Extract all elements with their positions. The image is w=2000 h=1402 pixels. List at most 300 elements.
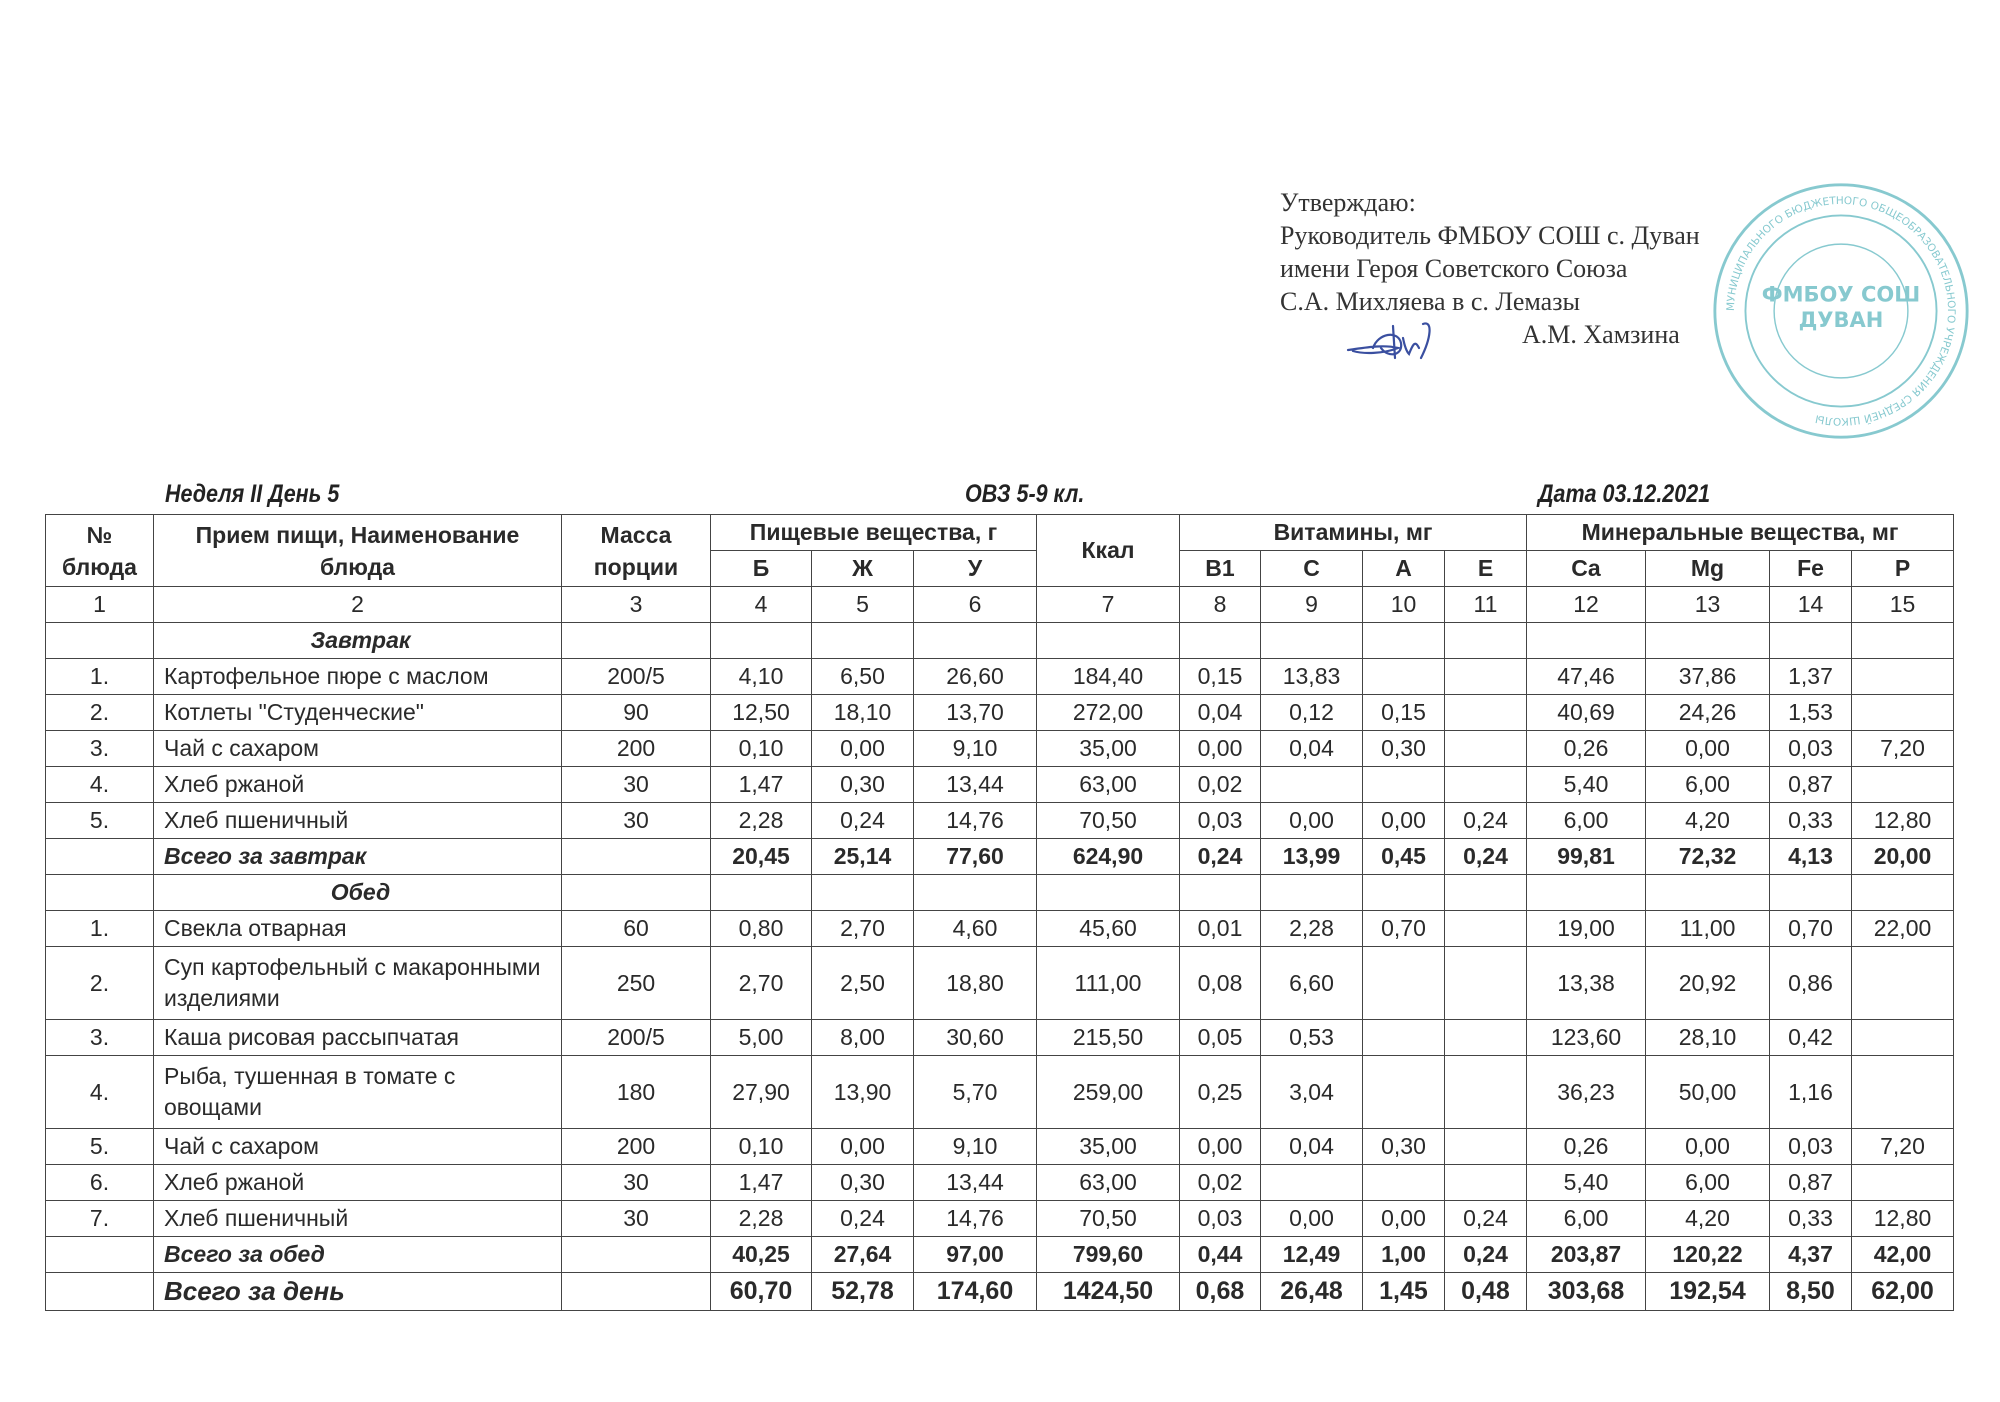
dish-name: Завтрак bbox=[154, 623, 562, 659]
dish-name: Свекла отварная bbox=[154, 911, 562, 947]
value-cell: 1,00 bbox=[1363, 1237, 1445, 1273]
value-cell: 0,30 bbox=[1363, 1129, 1445, 1165]
value-cell bbox=[1261, 767, 1363, 803]
dish-number bbox=[46, 1237, 154, 1273]
value-cell: 0,48 bbox=[1445, 1273, 1527, 1311]
value-cell: 62,00 bbox=[1852, 1273, 1954, 1311]
director-name: А.М. Хамзина bbox=[1522, 320, 1680, 349]
portion-mass: 90 bbox=[562, 695, 711, 731]
column-number: 9 bbox=[1261, 587, 1363, 623]
header-num: № блюда bbox=[46, 515, 154, 587]
value-cell bbox=[1363, 1020, 1445, 1056]
value-cell: 12,80 bbox=[1852, 1201, 1954, 1237]
value-cell bbox=[1261, 875, 1363, 911]
value-cell bbox=[1852, 1165, 1954, 1201]
value-cell: 0,24 bbox=[812, 1201, 914, 1237]
dish-number: 3. bbox=[46, 1020, 154, 1056]
value-cell: 303,68 bbox=[1527, 1273, 1646, 1311]
value-cell: 4,20 bbox=[1646, 803, 1770, 839]
value-cell: 0,08 bbox=[1180, 947, 1261, 1020]
value-cell: 42,00 bbox=[1852, 1237, 1954, 1273]
value-cell: 0,70 bbox=[1363, 911, 1445, 947]
value-cell: 60,70 bbox=[711, 1273, 812, 1311]
date-title: Дата 03.12.2021 bbox=[1538, 480, 1711, 508]
column-number: 5 bbox=[812, 587, 914, 623]
value-cell: 6,00 bbox=[1527, 803, 1646, 839]
value-cell bbox=[711, 623, 812, 659]
svg-text:МУНИЦИПАЛЬНОГО БЮДЖЕТНОГО ОБЩЕ: МУНИЦИПАЛЬНОГО БЮДЖЕТНОГО ОБЩЕОБРАЗОВАТЕЛЬНОГО УЧРЕЖДЕНИЯ СРЕДНЕЙ ШКОЛЫ bbox=[1724, 194, 1958, 428]
value-cell: 35,00 bbox=[1037, 1129, 1180, 1165]
table-row bbox=[46, 1129, 1954, 1165]
value-cell: 6,00 bbox=[1646, 767, 1770, 803]
column-number: 15 bbox=[1852, 587, 1954, 623]
value-cell: 123,60 bbox=[1527, 1020, 1646, 1056]
value-cell: 14,76 bbox=[914, 1201, 1037, 1237]
dish-number: 5. bbox=[46, 1129, 154, 1165]
value-cell: 30,60 bbox=[914, 1020, 1037, 1056]
dish-name: Хлеб ржаной bbox=[154, 1165, 562, 1201]
value-cell: 77,60 bbox=[914, 839, 1037, 875]
value-cell: 2,28 bbox=[1261, 911, 1363, 947]
value-cell: 45,60 bbox=[1037, 911, 1180, 947]
table-row bbox=[46, 767, 1954, 803]
subheader-e: E bbox=[1445, 551, 1527, 587]
value-cell bbox=[1261, 1165, 1363, 1201]
value-cell: 36,23 bbox=[1527, 1056, 1646, 1129]
dish-name: Рыба, тушенная в томате с овощами bbox=[154, 1056, 562, 1129]
dish-number: 2. bbox=[46, 695, 154, 731]
value-cell bbox=[1363, 1056, 1445, 1129]
column-number-row bbox=[46, 587, 1954, 623]
value-cell: 9,10 bbox=[914, 731, 1037, 767]
signature bbox=[1343, 318, 1443, 363]
value-cell: 13,38 bbox=[1527, 947, 1646, 1020]
value-cell bbox=[1646, 875, 1770, 911]
value-cell: 0,24 bbox=[1445, 1201, 1527, 1237]
header-vitamins: Витамины, мг bbox=[1180, 515, 1527, 551]
subheader-ca: Ca bbox=[1527, 551, 1646, 587]
value-cell: 27,90 bbox=[711, 1056, 812, 1129]
value-cell: 7,20 bbox=[1852, 1129, 1954, 1165]
table-row bbox=[46, 1201, 1954, 1237]
value-cell: 35,00 bbox=[1037, 731, 1180, 767]
value-cell: 0,24 bbox=[1445, 839, 1527, 875]
value-cell: 0,04 bbox=[1261, 731, 1363, 767]
dish-name: Обед bbox=[154, 875, 562, 911]
value-cell: 0,00 bbox=[1180, 1129, 1261, 1165]
value-cell: 0,15 bbox=[1363, 695, 1445, 731]
value-cell: 0,33 bbox=[1770, 1201, 1852, 1237]
value-cell: 26,48 bbox=[1261, 1273, 1363, 1311]
section-row bbox=[46, 875, 1954, 911]
value-cell: 20,92 bbox=[1646, 947, 1770, 1020]
value-cell: 0,00 bbox=[1261, 1201, 1363, 1237]
svg-text:ДУВАН: ДУВАН bbox=[1798, 307, 1884, 333]
dish-number bbox=[46, 839, 154, 875]
value-cell bbox=[812, 623, 914, 659]
value-cell: 0,30 bbox=[812, 767, 914, 803]
table-row bbox=[46, 803, 1954, 839]
value-cell bbox=[1363, 659, 1445, 695]
table-row bbox=[46, 695, 1954, 731]
value-cell bbox=[1037, 623, 1180, 659]
dish-number: 4. bbox=[46, 767, 154, 803]
subheader-fe: Fe bbox=[1770, 551, 1852, 587]
value-cell: 50,00 bbox=[1646, 1056, 1770, 1129]
value-cell bbox=[1527, 623, 1646, 659]
value-cell: 5,70 bbox=[914, 1056, 1037, 1129]
menu-table bbox=[45, 514, 1954, 1311]
value-cell: 13,44 bbox=[914, 1165, 1037, 1201]
value-cell bbox=[914, 623, 1037, 659]
portion-mass: 250 bbox=[562, 947, 711, 1020]
table-row bbox=[46, 911, 1954, 947]
dish-name: Хлеб пшеничный bbox=[154, 803, 562, 839]
dish-name: Чай с сахаром bbox=[154, 731, 562, 767]
value-cell bbox=[1363, 767, 1445, 803]
value-cell: 4,20 bbox=[1646, 1201, 1770, 1237]
approval-line: Утверждаю: bbox=[1280, 188, 1416, 217]
value-cell bbox=[1852, 623, 1954, 659]
value-cell: 174,60 bbox=[914, 1273, 1037, 1311]
value-cell: 13,99 bbox=[1261, 839, 1363, 875]
column-number: 11 bbox=[1445, 587, 1527, 623]
value-cell: 0,26 bbox=[1527, 731, 1646, 767]
value-cell: 25,14 bbox=[812, 839, 914, 875]
value-cell bbox=[1363, 1165, 1445, 1201]
value-cell: 20,00 bbox=[1852, 839, 1954, 875]
group-title: ОВЗ 5-9 кл. bbox=[965, 480, 1085, 508]
dish-name: Картофельное пюре с маслом bbox=[154, 659, 562, 695]
value-cell: 0,87 bbox=[1770, 767, 1852, 803]
value-cell bbox=[1037, 875, 1180, 911]
portion-mass: 30 bbox=[562, 803, 711, 839]
value-cell: 0,00 bbox=[1646, 731, 1770, 767]
value-cell bbox=[1445, 767, 1527, 803]
value-cell bbox=[1445, 623, 1527, 659]
value-cell: 192,54 bbox=[1646, 1273, 1770, 1311]
value-cell bbox=[1180, 623, 1261, 659]
value-cell: 0,00 bbox=[1646, 1129, 1770, 1165]
header-mass: Масса порции bbox=[562, 515, 711, 587]
value-cell: 0,03 bbox=[1180, 1201, 1261, 1237]
dish-name: Хлеб ржаной bbox=[154, 767, 562, 803]
value-cell: 13,83 bbox=[1261, 659, 1363, 695]
value-cell: 203,87 bbox=[1527, 1237, 1646, 1273]
subheader-mg: Mg bbox=[1646, 551, 1770, 587]
value-cell bbox=[812, 875, 914, 911]
table-row bbox=[46, 947, 1954, 1020]
value-cell: 272,00 bbox=[1037, 695, 1180, 731]
value-cell: 12,50 bbox=[711, 695, 812, 731]
value-cell: 8,50 bbox=[1770, 1273, 1852, 1311]
value-cell: 27,64 bbox=[812, 1237, 914, 1273]
subheader-b1: B1 bbox=[1180, 551, 1261, 587]
value-cell: 0,03 bbox=[1180, 803, 1261, 839]
value-cell: 12,80 bbox=[1852, 803, 1954, 839]
value-cell: 63,00 bbox=[1037, 1165, 1180, 1201]
value-cell bbox=[1445, 731, 1527, 767]
value-cell bbox=[1852, 695, 1954, 731]
value-cell bbox=[1445, 1056, 1527, 1129]
value-cell bbox=[1445, 911, 1527, 947]
value-cell bbox=[711, 875, 812, 911]
column-number: 10 bbox=[1363, 587, 1445, 623]
header-kcal: Ккал bbox=[1037, 515, 1180, 587]
dish-number: 1. bbox=[46, 659, 154, 695]
value-cell: 0,24 bbox=[1445, 1237, 1527, 1273]
dish-number: 2. bbox=[46, 947, 154, 1020]
value-cell: 8,00 bbox=[812, 1020, 914, 1056]
section-row bbox=[46, 623, 1954, 659]
value-cell: 1,53 bbox=[1770, 695, 1852, 731]
dish-number bbox=[46, 875, 154, 911]
dish-number: 4. bbox=[46, 1056, 154, 1129]
portion-mass bbox=[562, 839, 711, 875]
dish-name: Хлеб пшеничный bbox=[154, 1201, 562, 1237]
total-row bbox=[46, 1273, 1954, 1311]
dish-number: 6. bbox=[46, 1165, 154, 1201]
dish-number: 5. bbox=[46, 803, 154, 839]
value-cell: 5,40 bbox=[1527, 1165, 1646, 1201]
value-cell: 6,60 bbox=[1261, 947, 1363, 1020]
portion-mass: 200 bbox=[562, 731, 711, 767]
value-cell: 0,44 bbox=[1180, 1237, 1261, 1273]
value-cell: 0,30 bbox=[1363, 731, 1445, 767]
value-cell bbox=[1363, 875, 1445, 911]
value-cell bbox=[1445, 875, 1527, 911]
portion-mass bbox=[562, 1237, 711, 1273]
value-cell: 5,40 bbox=[1527, 767, 1646, 803]
table-header bbox=[46, 515, 1954, 623]
portion-mass: 200/5 bbox=[562, 1020, 711, 1056]
approval-line: С.А. Михляева в с. Лемазы bbox=[1280, 287, 1580, 316]
dish-name: Всего за день bbox=[154, 1273, 562, 1311]
value-cell: 0,05 bbox=[1180, 1020, 1261, 1056]
column-number: 8 bbox=[1180, 587, 1261, 623]
value-cell: 120,22 bbox=[1646, 1237, 1770, 1273]
value-cell: 0,02 bbox=[1180, 767, 1261, 803]
value-cell: 0,10 bbox=[711, 731, 812, 767]
column-number: 1 bbox=[46, 587, 154, 623]
table-row bbox=[46, 731, 1954, 767]
document-titles bbox=[0, 480, 2000, 514]
dish-number: 3. bbox=[46, 731, 154, 767]
value-cell: 1,47 bbox=[711, 1165, 812, 1201]
value-cell: 13,90 bbox=[812, 1056, 914, 1129]
table-body bbox=[46, 623, 1954, 1311]
value-cell bbox=[1363, 947, 1445, 1020]
dish-number bbox=[46, 1273, 154, 1311]
value-cell: 20,45 bbox=[711, 839, 812, 875]
dish-name: Суп картофельный с макаронными изделиями bbox=[154, 947, 562, 1020]
value-cell: 6,00 bbox=[1527, 1201, 1646, 1237]
value-cell: 0,04 bbox=[1180, 695, 1261, 731]
value-cell: 0,70 bbox=[1770, 911, 1852, 947]
portion-mass: 30 bbox=[562, 1201, 711, 1237]
value-cell: 52,78 bbox=[812, 1273, 914, 1311]
value-cell: 184,40 bbox=[1037, 659, 1180, 695]
value-cell: 0,30 bbox=[812, 1165, 914, 1201]
value-cell: 0,42 bbox=[1770, 1020, 1852, 1056]
value-cell: 70,50 bbox=[1037, 803, 1180, 839]
column-number: 2 bbox=[154, 587, 562, 623]
value-cell: 0,00 bbox=[1261, 803, 1363, 839]
value-cell: 4,37 bbox=[1770, 1237, 1852, 1273]
value-cell: 0,25 bbox=[1180, 1056, 1261, 1129]
value-cell bbox=[1770, 875, 1852, 911]
value-cell: 4,60 bbox=[914, 911, 1037, 947]
value-cell bbox=[1445, 1129, 1527, 1165]
value-cell: 215,50 bbox=[1037, 1020, 1180, 1056]
table-row bbox=[46, 1165, 1954, 1201]
value-cell: 2,28 bbox=[711, 803, 812, 839]
week-day-title: Неделя II День 5 bbox=[165, 480, 340, 508]
portion-mass bbox=[562, 623, 711, 659]
official-stamp bbox=[1712, 182, 1970, 440]
value-cell: 0,24 bbox=[1445, 803, 1527, 839]
dish-name: Всего за завтрак bbox=[154, 839, 562, 875]
dish-name: Всего за обед bbox=[154, 1237, 562, 1273]
value-cell: 0,03 bbox=[1770, 731, 1852, 767]
value-cell: 0,02 bbox=[1180, 1165, 1261, 1201]
value-cell: 1,37 bbox=[1770, 659, 1852, 695]
value-cell: 2,28 bbox=[711, 1201, 812, 1237]
value-cell bbox=[1852, 659, 1954, 695]
header-nutrients: Пищевые вещества, г bbox=[711, 515, 1037, 551]
value-cell: 6,50 bbox=[812, 659, 914, 695]
value-cell: 28,10 bbox=[1646, 1020, 1770, 1056]
value-cell bbox=[1852, 875, 1954, 911]
value-cell: 37,86 bbox=[1646, 659, 1770, 695]
dish-number: 1. bbox=[46, 911, 154, 947]
table-row bbox=[46, 1020, 1954, 1056]
value-cell: 7,20 bbox=[1852, 731, 1954, 767]
value-cell: 9,10 bbox=[914, 1129, 1037, 1165]
value-cell bbox=[1646, 623, 1770, 659]
value-cell bbox=[1445, 947, 1527, 1020]
svg-text:ФМБОУ СОШ: ФМБОУ СОШ bbox=[1761, 281, 1921, 307]
subheader-ж: Ж bbox=[812, 551, 914, 587]
value-cell: 0,87 bbox=[1770, 1165, 1852, 1201]
value-cell: 4,13 bbox=[1770, 839, 1852, 875]
value-cell: 13,70 bbox=[914, 695, 1037, 731]
total-row bbox=[46, 1237, 1954, 1273]
value-cell: 0,10 bbox=[711, 1129, 812, 1165]
value-cell: 624,90 bbox=[1037, 839, 1180, 875]
value-cell: 259,00 bbox=[1037, 1056, 1180, 1129]
value-cell: 22,00 bbox=[1852, 911, 1954, 947]
column-number: 12 bbox=[1527, 587, 1646, 623]
header-minerals: Минеральные вещества, мг bbox=[1527, 515, 1954, 551]
value-cell: 11,00 bbox=[1646, 911, 1770, 947]
table-row bbox=[46, 1056, 1954, 1129]
subheader-б: Б bbox=[711, 551, 812, 587]
dish-name: Котлеты "Студенческие" bbox=[154, 695, 562, 731]
approval-line: Руководитель ФМБОУ СОШ с. Дуван bbox=[1280, 221, 1700, 250]
value-cell bbox=[1852, 1056, 1954, 1129]
column-number: 14 bbox=[1770, 587, 1852, 623]
portion-mass bbox=[562, 1273, 711, 1311]
subheader-у: У bbox=[914, 551, 1037, 587]
value-cell: 2,70 bbox=[812, 911, 914, 947]
value-cell: 0,24 bbox=[1180, 839, 1261, 875]
column-number: 7 bbox=[1037, 587, 1180, 623]
value-cell: 14,76 bbox=[914, 803, 1037, 839]
dish-name: Каша рисовая рассыпчатая bbox=[154, 1020, 562, 1056]
value-cell: 1,45 bbox=[1363, 1273, 1445, 1311]
value-cell: 70,50 bbox=[1037, 1201, 1180, 1237]
value-cell: 13,44 bbox=[914, 767, 1037, 803]
value-cell bbox=[914, 875, 1037, 911]
value-cell: 0,15 bbox=[1180, 659, 1261, 695]
value-cell: 0,00 bbox=[812, 1129, 914, 1165]
table-row bbox=[46, 659, 1954, 695]
dish-number: 7. bbox=[46, 1201, 154, 1237]
value-cell: 0,45 bbox=[1363, 839, 1445, 875]
portion-mass: 60 bbox=[562, 911, 711, 947]
column-number: 13 bbox=[1646, 587, 1770, 623]
value-cell: 6,00 bbox=[1646, 1165, 1770, 1201]
value-cell: 24,26 bbox=[1646, 695, 1770, 731]
value-cell bbox=[1363, 623, 1445, 659]
subheader-a: A bbox=[1363, 551, 1445, 587]
value-cell: 1424,50 bbox=[1037, 1273, 1180, 1311]
subheader-p: P bbox=[1852, 551, 1954, 587]
value-cell: 40,25 bbox=[711, 1237, 812, 1273]
value-cell bbox=[1180, 875, 1261, 911]
portion-mass: 200 bbox=[562, 1129, 711, 1165]
dish-name: Чай с сахаром bbox=[154, 1129, 562, 1165]
value-cell: 18,10 bbox=[812, 695, 914, 731]
value-cell: 0,00 bbox=[812, 731, 914, 767]
value-cell: 18,80 bbox=[914, 947, 1037, 1020]
value-cell bbox=[1445, 1020, 1527, 1056]
value-cell: 3,04 bbox=[1261, 1056, 1363, 1129]
value-cell bbox=[1852, 947, 1954, 1020]
value-cell: 63,00 bbox=[1037, 767, 1180, 803]
value-cell: 0,01 bbox=[1180, 911, 1261, 947]
value-cell: 1,47 bbox=[711, 767, 812, 803]
value-cell: 799,60 bbox=[1037, 1237, 1180, 1273]
value-cell bbox=[1445, 659, 1527, 695]
total-row bbox=[46, 839, 1954, 875]
value-cell: 0,04 bbox=[1261, 1129, 1363, 1165]
value-cell: 0,03 bbox=[1770, 1129, 1852, 1165]
value-cell: 12,49 bbox=[1261, 1237, 1363, 1273]
portion-mass: 30 bbox=[562, 767, 711, 803]
value-cell bbox=[1261, 623, 1363, 659]
value-cell bbox=[1770, 623, 1852, 659]
value-cell bbox=[1445, 695, 1527, 731]
value-cell: 0,80 bbox=[711, 911, 812, 947]
value-cell: 0,00 bbox=[1180, 731, 1261, 767]
value-cell: 0,00 bbox=[1363, 803, 1445, 839]
value-cell bbox=[1445, 1165, 1527, 1201]
value-cell bbox=[1852, 1020, 1954, 1056]
portion-mass: 30 bbox=[562, 1165, 711, 1201]
value-cell: 72,32 bbox=[1646, 839, 1770, 875]
dish-number bbox=[46, 623, 154, 659]
subheader-c: C bbox=[1261, 551, 1363, 587]
value-cell: 47,46 bbox=[1527, 659, 1646, 695]
value-cell: 0,12 bbox=[1261, 695, 1363, 731]
value-cell: 40,69 bbox=[1527, 695, 1646, 731]
value-cell: 19,00 bbox=[1527, 911, 1646, 947]
value-cell: 0,24 bbox=[812, 803, 914, 839]
value-cell: 26,60 bbox=[914, 659, 1037, 695]
value-cell: 0,00 bbox=[1363, 1201, 1445, 1237]
